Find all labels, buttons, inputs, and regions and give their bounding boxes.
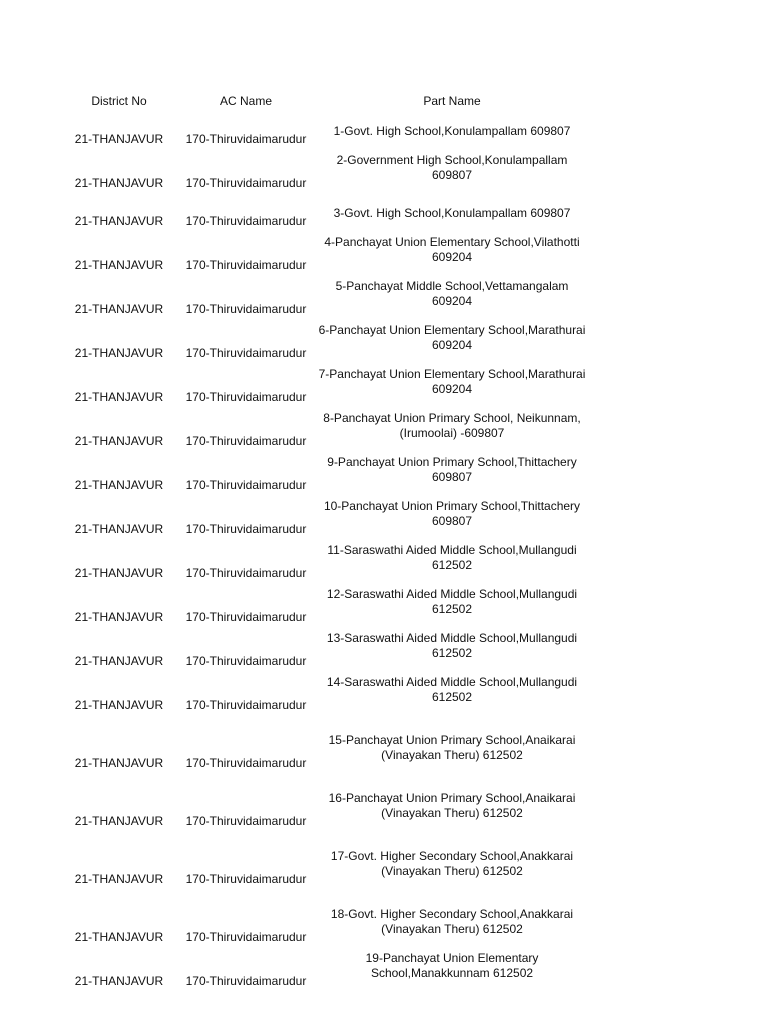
district-cell: 21-THANJAVUR bbox=[74, 566, 164, 580]
ac-name-cell: 170-Thiruvidaimarudur bbox=[185, 872, 307, 886]
ac-name-cell: 170-Thiruvidaimarudur bbox=[185, 698, 307, 712]
district-cell: 21-THANJAVUR bbox=[74, 434, 164, 448]
part-name-cell: 11-Saraswathi Aided Middle School,Mullangudi 612502 bbox=[327, 543, 577, 572]
district-cell: 21-THANJAVUR bbox=[74, 974, 164, 988]
district-cell: 21-THANJAVUR bbox=[74, 698, 164, 712]
header-spacer bbox=[60, 116, 590, 124]
district-cell: 21-THANJAVUR bbox=[74, 390, 164, 404]
polling-parts-table bbox=[60, 86, 590, 995]
part-name-cell: 2-Government High School,Konulampallam 609807 bbox=[336, 153, 568, 182]
ac-name-cell: 170-Thiruvidaimarudur bbox=[185, 176, 307, 190]
district-cell: 21-THANJAVUR bbox=[74, 478, 164, 492]
part-name-cell: 4-Panchayat Union Elementary School,Vilathotti 609204 bbox=[324, 235, 580, 264]
part-name-cell: 8-Panchayat Union Primary School, Neikunnam, (Irumoolai) -609807 bbox=[323, 411, 581, 440]
ac-name-cell: 170-Thiruvidaimarudur bbox=[185, 214, 307, 228]
ac-name-cell: 170-Thiruvidaimarudur bbox=[185, 390, 307, 404]
table-row bbox=[60, 323, 590, 367]
table-row bbox=[60, 499, 590, 543]
part-name-cell: 16-Panchayat Union Primary School,Anaikarai (Vinayakan Theru) 612502 bbox=[328, 791, 576, 820]
table-row bbox=[60, 235, 590, 279]
part-name-cell: 15-Panchayat Union Primary School,Anaikarai (Vinayakan Theru) 612502 bbox=[328, 733, 576, 762]
table-row bbox=[60, 631, 590, 675]
district-cell: 21-THANJAVUR bbox=[74, 756, 164, 770]
ac-name-cell: 170-Thiruvidaimarudur bbox=[185, 814, 307, 828]
table-row bbox=[60, 279, 590, 323]
ac-name-cell: 170-Thiruvidaimarudur bbox=[185, 258, 307, 272]
table-body bbox=[60, 124, 590, 995]
ac-name-cell: 170-Thiruvidaimarudur bbox=[185, 478, 307, 492]
ac-name-cell: 170-Thiruvidaimarudur bbox=[185, 654, 307, 668]
table-row bbox=[60, 124, 590, 153]
district-cell: 21-THANJAVUR bbox=[74, 654, 164, 668]
part-name-cell: 1-Govt. High School,Konulampallam 609807 bbox=[333, 124, 571, 138]
district-cell: 21-THANJAVUR bbox=[74, 176, 164, 190]
header-row bbox=[60, 86, 590, 116]
part-name-cell: 14-Saraswathi Aided Middle School,Mullangudi 612502 bbox=[326, 675, 578, 704]
ac-name-cell: 170-Thiruvidaimarudur bbox=[185, 132, 307, 146]
part-name-cell: 10-Panchayat Union Primary School,Thittachery 609807 bbox=[323, 499, 581, 528]
part-name-cell: 12-Saraswathi Aided Middle School,Mullangudi 612502 bbox=[326, 587, 578, 616]
district-cell: 21-THANJAVUR bbox=[74, 814, 164, 828]
part-name-cell: 17-Govt. Higher Secondary School,Anakkarai (Vinayakan Theru) 612502 bbox=[330, 849, 574, 878]
table-row bbox=[60, 893, 590, 951]
table-row bbox=[60, 411, 590, 455]
part-name-cell: 5-Panchayat Middle School,Vettamangalam 609204 bbox=[335, 279, 569, 308]
district-cell: 21-THANJAVUR bbox=[74, 522, 164, 536]
part-name-cell: 7-Panchayat Union Elementary School,Marathurai 609204 bbox=[318, 367, 586, 396]
table-row bbox=[60, 153, 590, 197]
table-row bbox=[60, 543, 590, 587]
district-cell: 21-THANJAVUR bbox=[74, 214, 164, 228]
ac-name-cell: 170-Thiruvidaimarudur bbox=[185, 302, 307, 316]
header-ac-name: AC Name bbox=[219, 93, 272, 108]
part-name-cell: 9-Panchayat Union Primary School,Thittachery 609807 bbox=[327, 455, 577, 484]
district-cell: 21-THANJAVUR bbox=[74, 610, 164, 624]
ac-name-cell: 170-Thiruvidaimarudur bbox=[185, 566, 307, 580]
part-name-cell: 13-Saraswathi Aided Middle School,Mullangudi 612502 bbox=[326, 631, 578, 660]
district-cell: 21-THANJAVUR bbox=[74, 872, 164, 886]
ac-name-cell: 170-Thiruvidaimarudur bbox=[185, 756, 307, 770]
table-row bbox=[60, 951, 590, 995]
ac-name-cell: 170-Thiruvidaimarudur bbox=[185, 610, 307, 624]
district-cell: 21-THANJAVUR bbox=[74, 258, 164, 272]
table-row bbox=[60, 777, 590, 835]
table-row bbox=[60, 587, 590, 631]
part-name-cell: 18-Govt. Higher Secondary School,Anakkarai (Vinayakan Theru) 612502 bbox=[330, 907, 574, 936]
part-name-cell: 6-Panchayat Union Elementary School,Marathurai 609204 bbox=[318, 323, 586, 352]
table-row bbox=[60, 675, 590, 719]
ac-name-cell: 170-Thiruvidaimarudur bbox=[185, 346, 307, 360]
ac-name-cell: 170-Thiruvidaimarudur bbox=[185, 974, 307, 988]
district-cell: 21-THANJAVUR bbox=[74, 346, 164, 360]
table-row bbox=[60, 719, 590, 777]
table-row bbox=[60, 197, 590, 235]
ac-name-cell: 170-Thiruvidaimarudur bbox=[185, 930, 307, 944]
table-row bbox=[60, 455, 590, 499]
ac-name-cell: 170-Thiruvidaimarudur bbox=[185, 434, 307, 448]
district-cell: 21-THANJAVUR bbox=[74, 930, 164, 944]
part-name-cell: 3-Govt. High School,Konulampallam 609807 bbox=[333, 206, 571, 220]
header-district-no: District No bbox=[91, 93, 147, 108]
ac-name-cell: 170-Thiruvidaimarudur bbox=[185, 522, 307, 536]
header-part-name: Part Name bbox=[423, 93, 481, 108]
table-row bbox=[60, 835, 590, 893]
part-name-cell: 19-Panchayat Union Elementary School,Manakkunnam 612502 bbox=[365, 951, 539, 980]
table-row bbox=[60, 367, 590, 411]
district-cell: 21-THANJAVUR bbox=[74, 132, 164, 146]
district-cell: 21-THANJAVUR bbox=[74, 302, 164, 316]
